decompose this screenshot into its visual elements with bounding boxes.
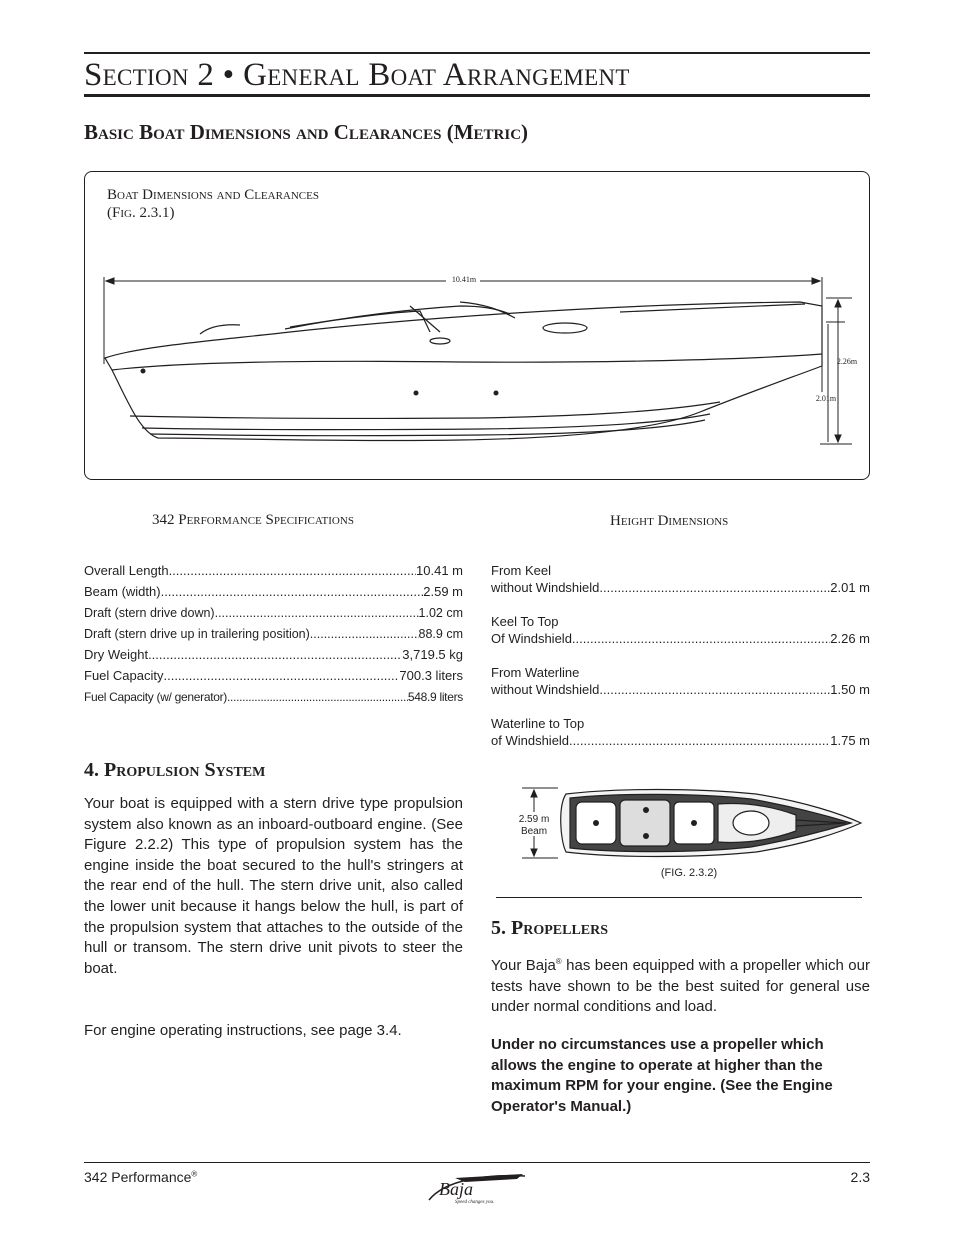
spec-label: Draft (stern drive up in trailering position)	[84, 627, 310, 641]
spec-value: 548.9 liters	[407, 690, 463, 704]
spec-value: 2.59 m	[423, 584, 463, 599]
height-item-label: without Windshield	[491, 580, 600, 595]
spec-label: Beam (width)	[84, 584, 161, 599]
specs-heading: 342 Performance Specifications	[152, 512, 354, 528]
registered-mark: ®	[191, 1169, 198, 1179]
page-number: 2.3	[850, 1169, 870, 1185]
spec-value: 3,719.5 kg	[402, 647, 463, 662]
footer-model	[84, 1169, 197, 1185]
spec-row	[84, 578, 463, 599]
propulsion-heading: 4. Propulsion System	[84, 759, 266, 781]
height-item-value: 1.50 m	[830, 682, 870, 697]
boat-profile-drawing	[100, 262, 865, 452]
propellers-paragraph-start: Your Baja	[491, 957, 556, 974]
spec-value: 700.3 liters	[399, 668, 463, 683]
height-item-value: 1.75 m	[830, 733, 870, 748]
height-keel-label: 2.01m	[815, 394, 837, 403]
spec-label: Overall Length	[84, 563, 169, 578]
height-item-value: 2.01 m	[830, 580, 870, 595]
length-label: 10.41m	[451, 275, 477, 284]
spec-row	[84, 557, 463, 578]
figure-caption-number: (Fig. 2.3.1)	[107, 205, 175, 221]
spec-value: 10.41 m	[416, 563, 463, 578]
spec-label: Fuel Capacity (w/ generator)	[84, 690, 227, 704]
height-item-title: Keel To Top	[491, 614, 559, 629]
baja-logo	[425, 1170, 531, 1206]
height-item-label: of Windshield	[491, 733, 570, 748]
spec-row	[84, 620, 463, 641]
height-item	[491, 664, 870, 715]
figure-caption-title: Boat Dimensions and Clearances	[107, 187, 319, 203]
height-item	[491, 613, 870, 664]
height-item-title: Waterline to Top	[491, 716, 585, 731]
spec-row	[84, 662, 463, 683]
spec-label: Dry Weight	[84, 647, 149, 662]
beam-value: 2.59 m	[518, 814, 550, 825]
boat-top-view-drawing	[496, 780, 866, 866]
spec-value: 1.02 cm	[418, 606, 463, 620]
title-underline	[84, 94, 870, 97]
propellers-paragraph-end: has been equipped with a propeller which our tests have shown to be the best suited for general use under normal conditions and load.	[491, 957, 870, 1016]
propellers-heading: 5. Propellers	[491, 917, 609, 939]
spec-label: Draft (stern drive down)	[84, 606, 215, 620]
figure2-rule	[496, 897, 862, 898]
figure-caption	[107, 186, 319, 222]
logo-tagline: Speed changes you.	[455, 1200, 495, 1205]
height-table	[491, 562, 870, 766]
propellers-warning: Under no circumstances use a propeller which allows the engine to operate at higher than the maximum RPM for your engine. (See the Engine Operator's Manual.)	[491, 1036, 833, 1115]
registered-mark: ®	[555, 957, 562, 966]
section-title: Section 2 • General Boat Arrangement	[84, 57, 630, 93]
spec-label: Fuel Capacity	[84, 668, 164, 683]
spec-row	[84, 641, 463, 662]
logo-wordmark: Baja	[439, 1179, 473, 1199]
height-item-label: without Windshield	[491, 682, 600, 697]
footer-rule	[84, 1162, 870, 1163]
spec-row	[84, 599, 463, 620]
height-item	[491, 562, 870, 613]
height-item	[491, 715, 870, 766]
height-dimension	[820, 298, 852, 444]
height-item-title: From Keel	[491, 563, 551, 578]
beam-label: Beam	[520, 826, 548, 837]
height-top-label: 2.26m	[836, 357, 858, 366]
spec-row	[84, 683, 463, 704]
subheading: Basic Boat Dimensions and Clearances (Metric)	[84, 120, 529, 144]
spec-value: 88.9 cm	[418, 627, 463, 641]
figure2-caption: (FIG. 2.3.2)	[660, 867, 718, 879]
height-item-label: Of Windshield	[491, 631, 572, 646]
propulsion-note: For engine operating instructions, see page 3.4.	[84, 1022, 402, 1039]
propellers-paragraph	[491, 952, 870, 1018]
height-item-title: From Waterline	[491, 665, 580, 680]
deck-outline	[561, 790, 861, 857]
height-heading: Height Dimensions	[610, 513, 729, 529]
top-rule	[84, 52, 870, 54]
specs-table	[84, 557, 463, 704]
height-item-value: 2.26 m	[830, 631, 870, 646]
hull	[105, 302, 822, 441]
footer-model-name: 342 Performance	[84, 1169, 192, 1185]
propulsion-paragraph: Your boat is equipped with a stern drive type propulsion system also known as an inboard-outboard engine. (See Figure 2.2.2) This type of propulsion system has the engine inside the boat secured to the hull's stringers at the rear end of the hull. The stern drive unit, also called the lower unit because it hangs below the hull, is part of the propulsion system that attaches to the outside of the hull or transom. The stern drive unit pivots to steer the boat.	[84, 795, 463, 977]
